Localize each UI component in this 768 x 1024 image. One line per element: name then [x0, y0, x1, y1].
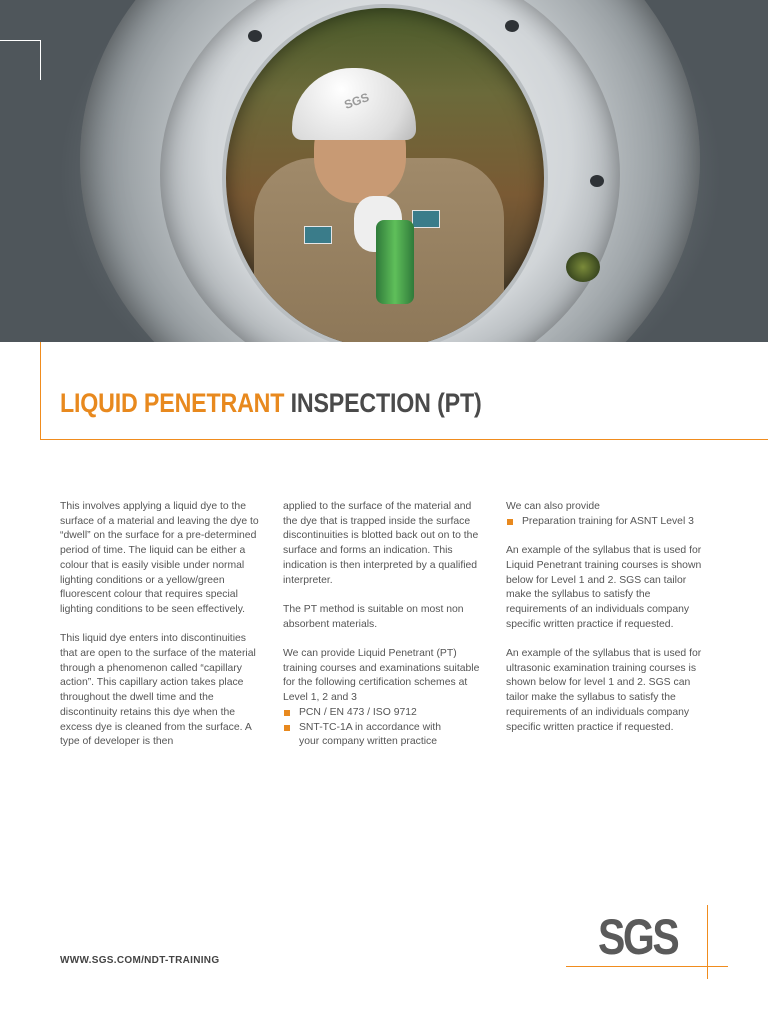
sgs-logo: SGS — [598, 909, 678, 965]
frame-line-left — [40, 342, 41, 440]
bolt-hole-large — [566, 252, 600, 282]
website-url[interactable]: WWW.SGS.COM/NDT-TRAINING — [60, 955, 220, 966]
title-accent: LIQUID PENETRANT — [60, 388, 285, 418]
spray-can — [376, 220, 414, 304]
logo-rule-vertical — [707, 905, 708, 979]
paragraph: This liquid dye enters into discontinuities that are open to the surface of the material through a phenomenon called “capillary action”. This capillary action takes place throughout the dwell time and the discontinuity retains this dye when the excess dye is cleaned from the surface. A type of developer is then — [60, 633, 256, 748]
list-item: SNT-TC-1A in accordance with your company written practice — [283, 721, 483, 750]
title-underline — [40, 439, 768, 440]
helmet-logo: SGS — [342, 90, 371, 112]
text-column-3 — [506, 500, 706, 750]
corner-crop-mark — [0, 40, 40, 41]
text-column-1 — [60, 500, 260, 765]
text-column-2 — [283, 500, 483, 765]
jacket-badge — [412, 210, 440, 228]
paragraph: We can also provide — [506, 501, 600, 512]
bolt-hole — [248, 30, 262, 42]
list-item: PCN / EN 473 / ISO 9712 — [283, 706, 483, 721]
paragraph: We can provide Liquid Penetrant (PT) training courses and examinations suitable for the following certification schemes at Level 1, 2 and 3 — [283, 648, 480, 704]
provision-list — [506, 515, 706, 530]
paragraph: The PT method is suitable on most non absorbent materials. — [283, 603, 464, 630]
bolt-hole — [505, 20, 519, 32]
paragraph: This involves applying a liquid dye to the surface of a material and leaving the dye to “dwell” on the surface for a pre-determined period of time. The liquid can be either a colour that is easily visible under normal lighting conditions or a yellow/green fluorescent colour that requires special lighting conditions to be seen effectively. — [60, 501, 259, 615]
bolt-hole — [590, 175, 604, 187]
pipe-opening — [226, 8, 544, 342]
paragraph: An example of the syllabus that is used for ultrasonic examination training courses is shown below for level 1 and 2. SGS can tailor make the syllabus to satisfy the requirements of an individuals company specific written practice if requested. — [506, 648, 702, 733]
corner-crop-mark — [40, 40, 41, 80]
list-item: Preparation training for ASNT Level 3 — [506, 515, 706, 530]
paragraph: applied to the surface of the material and the dye that is trapped inside the surface discontinuities is blotted back out on to the surface and forms an indication. This indication is then interpreted by a qualified interpreter. — [283, 501, 479, 586]
certification-list — [283, 706, 483, 750]
hero-photo — [0, 0, 768, 342]
title-rest: INSPECTION (PT) — [290, 388, 482, 418]
jacket-badge — [304, 226, 332, 244]
safety-helmet — [292, 68, 416, 140]
page-title — [60, 388, 482, 419]
paragraph: An example of the syllabus that is used for Liquid Penetrant training courses is shown below for Level 1 and 2. SGS can tailor make the syllabus to satisfy the requirements of an individuals company specific written practice if requested. — [506, 545, 702, 630]
logo-rule-horizontal — [566, 966, 728, 967]
